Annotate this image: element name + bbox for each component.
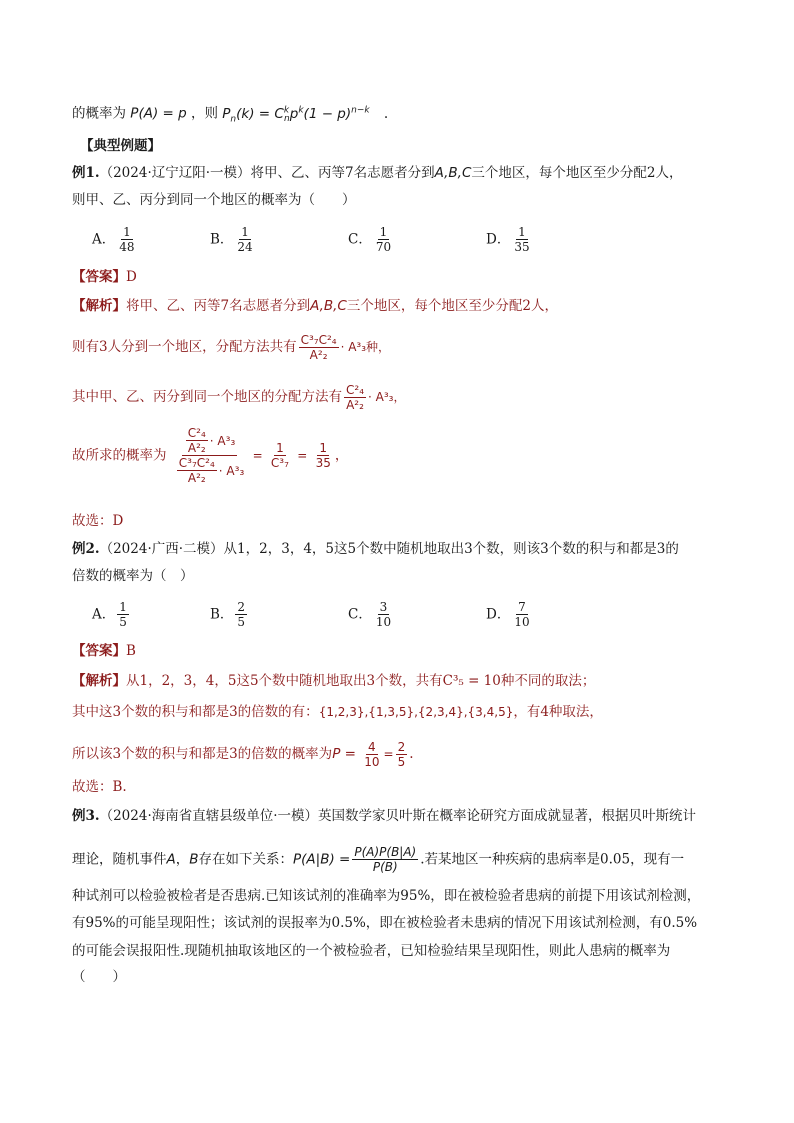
ex2-answer: 【答案】B <box>72 643 136 659</box>
ex1-source: （2024·辽宁辽阳·一模） <box>99 165 251 181</box>
ex2-analysis-line2: 其中这3个数的积与和都是3的倍数的有：{1,2,3},{1,3,5},{2,3,4},{3,4,5}，有4种取法， <box>72 704 603 720</box>
intro-mid: ，则 <box>190 105 218 122</box>
intro-eq-pn: $P_n(k) = C^k_np^k(1 - p)^{n-k}$ <box>222 105 370 125</box>
ex2-option-d[interactable]: D． $\frac{7}{10}$ <box>486 600 530 629</box>
ex3-line4: 有95%的可能呈现阳性；该试剂的误报率为0.5%，即在被检验者未患病的情况下用该试剂检测，有0.5% <box>72 915 698 931</box>
ex3-line1: 例3.（2024·海南省直辖县级单位·一模）英国数学家贝叶斯在概率论研究方面成就显著，根据贝叶斯统计 <box>72 808 697 824</box>
ex1-analysis-line1: 【解析】将甲、乙、丙等7名志愿者分到A,B,C三个地区，每个地区至少分配2人， <box>72 298 558 314</box>
ex2-line1: 例2.（2024·广西·二模）从1，2，3，4，5这5个数中随机地取出3个数，则该3个数的积与和都是3的 <box>72 541 679 557</box>
ex1-answer-value: D <box>126 269 137 285</box>
ex1-option-c[interactable]: C． $\frac{1}{70}$ <box>348 225 392 254</box>
ex2-analysis-line3: 所以该3个数的积与和都是3的倍数的概率为P = $\frac{4}{10}$ = $\frac{2}{5}$ . <box>72 740 414 769</box>
ex1-label: 例1. <box>72 165 100 181</box>
ex1-abc: A,B,C <box>434 165 472 181</box>
intro-prefix: 的概率为 <box>72 105 126 122</box>
ex1-option-b[interactable]: B． $\frac{1}{24}$ <box>210 225 253 254</box>
ex1-text2: 三个地区，每个地区至少分配2人， <box>471 165 683 181</box>
intro-line <box>72 100 388 129</box>
ex1-choose: 故选：D <box>72 513 124 529</box>
ex1-analysis-line2: 则有3人分到一个地区，分配方法共有 $\frac{\text{C³₇C²₄}}{\text{A²₂}}$ · A³₃种， <box>72 333 391 362</box>
ex1-line2: 则甲、乙、丙分到同一个地区的概率为（ ） <box>72 192 356 208</box>
intro-eq-pa: P(A) = p <box>130 105 187 122</box>
ex2-option-a[interactable]: A． $\frac{1}{5}$ <box>92 600 127 629</box>
ex1-text1: 将甲、乙、丙等7名志愿者分到 <box>250 165 435 181</box>
ex1-analysis-line4: 故所求的概率为 $\frac{\text{C²₄}}{\text{A²₂}}$ · A³₃ $\frac{\text{C³₇C²₄}}{\text{A²₂}}$ · A³₃ = $\frac{1}{\text{C³₇}}$ = $\frac{1}{35}$ ， <box>72 426 349 485</box>
ex3-line5: 的可能会误报阳性.现随机抽取该地区的一个被检验者，已知检验结果呈现阳性，则此人患病的概率为 <box>72 943 671 959</box>
ex3-line3: 种试剂可以检验被检者是否患病.已知该试剂的准确率为95%，即在被检验者患病的前提下用该试剂检测， <box>72 888 701 904</box>
ex2-option-b[interactable]: B． $\frac{2}{5}$ <box>210 600 246 629</box>
ex2-choose: 故选：B. <box>72 779 127 795</box>
ex3-line6: （ ） <box>72 969 126 985</box>
ex2-analysis-line1: 【解析】从1，2，3，4，5这5个数中随机地取出3个数，共有C³₅ = 10种不同的取法； <box>72 673 596 689</box>
ex1-option-a[interactable]: A． $\frac{1}{48}$ <box>92 225 135 254</box>
ex2-option-c[interactable]: C． $\frac{3}{10}$ <box>348 600 392 629</box>
ex1-analysis-line3: 其中甲、乙、丙分到同一个地区的分配方法有 $\frac{\text{C²₄}}{\text{A²₂}}$ · A³₃， <box>72 383 406 412</box>
section-title: 【典型例题】 <box>80 138 161 154</box>
ex1-option-d[interactable]: D． $\frac{1}{35}$ <box>486 225 530 254</box>
ex3-line2: 理论，随机事件A，B存在如下关系：P(A|B) = $\frac{P(A)P(B|A)}{P(B)}$ .若某地区一种疾病的患病率是0.05，现有一 <box>72 845 685 874</box>
ex1-answer: 【答案】D <box>72 269 137 285</box>
ex1-line1 <box>72 163 683 183</box>
ex2-line2: 倍数的概率为（ ） <box>72 568 194 584</box>
intro-end: . <box>383 105 389 122</box>
